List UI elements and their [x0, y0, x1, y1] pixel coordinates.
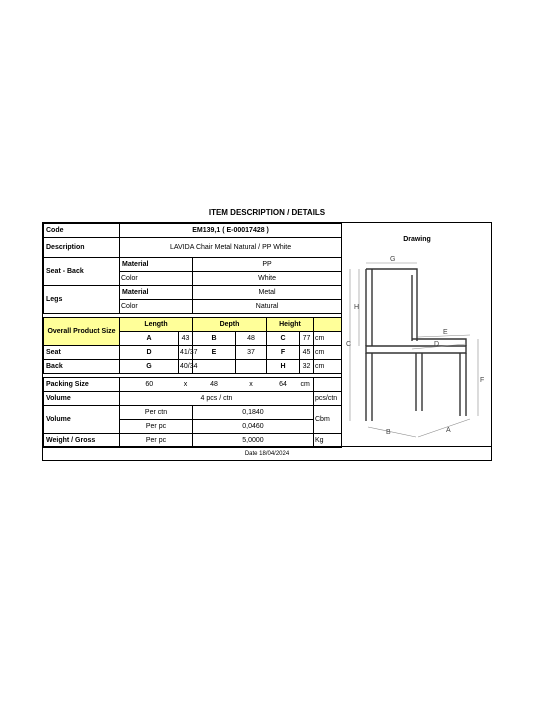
dim-e-value: 37	[236, 346, 267, 360]
overall-size-label: Overall Product Size	[44, 318, 120, 346]
dim-b-label: B	[193, 332, 236, 346]
packing-label: Packing Size	[44, 378, 120, 392]
legs-material-value: Metal	[193, 286, 342, 300]
dim-label-g: G	[390, 256, 396, 263]
dim-e-label: E	[193, 346, 236, 360]
dimension-lines	[350, 263, 478, 437]
dim-c-value: 77	[300, 332, 314, 346]
drawing-label: Drawing	[403, 236, 431, 243]
dim-g-label: G	[120, 360, 179, 374]
legs-color-label: Color	[120, 300, 193, 314]
legs-material-row	[44, 286, 342, 300]
weight-unit: Kg	[314, 434, 342, 448]
dim-label-h: H	[354, 304, 360, 311]
dim-label-c: C	[346, 341, 352, 348]
packing-width: 48	[193, 378, 236, 392]
back-unit: cm	[314, 360, 342, 374]
dim-b-value: 48	[236, 332, 267, 346]
per-ctn-value: 0,1840	[193, 406, 314, 420]
packing-x-2: x	[236, 378, 267, 392]
volume-per-ctn-row	[44, 406, 342, 420]
seat-unit: cm	[314, 346, 342, 360]
dim-label-e: E	[443, 329, 448, 336]
volume-pieces-value: 4 pcs / ctn	[120, 392, 314, 406]
legs-color-value: Natural	[193, 300, 342, 314]
back-empty-value	[236, 360, 267, 374]
chair-outline	[366, 269, 466, 421]
length-header: Length	[120, 318, 193, 332]
dim-c-label: C	[267, 332, 300, 346]
legs-material-label: Material	[120, 286, 193, 300]
weight-label: Weight / Gross	[44, 434, 120, 448]
dim-label-b: B	[386, 429, 391, 436]
packing-row	[44, 378, 342, 392]
volume-cbm-label: Volume	[44, 406, 120, 434]
description-label: Description	[44, 238, 120, 258]
per-ctn-label: Per ctn	[120, 406, 193, 420]
seat-row	[44, 346, 342, 360]
description-row	[44, 238, 342, 258]
depth-header: Depth	[193, 318, 267, 332]
code-value: EM139,1 ( E-00017428 )	[120, 224, 342, 238]
seat-back-material-row	[44, 258, 342, 272]
per-pc-value: 0,0460	[193, 420, 314, 434]
seat-back-color-label: Color	[120, 272, 193, 286]
date-footer: Date 18/04/2024	[43, 446, 491, 461]
packing-empty	[314, 378, 342, 392]
dim-h-value: 32	[300, 360, 314, 374]
back-row	[44, 360, 342, 374]
dim-d-label: D	[120, 346, 179, 360]
code-row	[44, 224, 342, 238]
weight-value: 5,0000	[193, 434, 314, 448]
weight-per-pc-label: Per pc	[120, 434, 193, 448]
back-label: Back	[44, 360, 120, 374]
packing-unit: cm	[300, 378, 314, 392]
per-pc-label: Per pc	[120, 420, 193, 434]
dim-label-f: F	[480, 377, 485, 384]
back-empty-label	[193, 360, 236, 374]
volume-cbm-unit: Cbm	[314, 406, 342, 434]
dim-a-value: 43	[179, 332, 193, 346]
seat-back-color-value: White	[193, 272, 342, 286]
dim-a-label: A	[120, 332, 179, 346]
code-label: Code	[44, 224, 120, 238]
description-value: LAVIDA Chair Metal Natural / PP White	[120, 238, 342, 258]
volume-pieces-unit: pcs/ctn	[314, 392, 342, 406]
dim-label-a: A	[446, 427, 451, 434]
volume-pieces-row	[44, 392, 342, 406]
drawing-panel	[341, 223, 492, 446]
overall-header-row	[44, 318, 342, 332]
dim-g-value: 40/34	[179, 360, 193, 374]
height-header: Height	[267, 318, 314, 332]
dim-f-label: F	[267, 346, 300, 360]
volume-label: Volume	[44, 392, 120, 406]
packing-height: 64	[267, 378, 300, 392]
document-title: ITEM DESCRIPTION / DETAILS	[208, 208, 326, 217]
spec-sheet	[42, 222, 492, 461]
dim-d-value: 41/37	[179, 346, 193, 360]
spec-table	[43, 223, 342, 448]
packing-x-1: x	[179, 378, 193, 392]
legs-label: Legs	[44, 286, 120, 314]
dim-label-d: D	[434, 341, 440, 348]
overall-unit: cm	[314, 332, 342, 346]
chair-drawing	[342, 251, 492, 446]
dim-h-label: H	[267, 360, 300, 374]
packing-length: 60	[120, 378, 179, 392]
dim-f-value: 45	[300, 346, 314, 360]
seat-back-material-label: Material	[120, 258, 193, 272]
seat-back-material-value: PP	[193, 258, 342, 272]
seat-label: Seat	[44, 346, 120, 360]
seat-back-label: Seat - Back	[44, 258, 120, 286]
overall-header-empty	[314, 318, 342, 332]
